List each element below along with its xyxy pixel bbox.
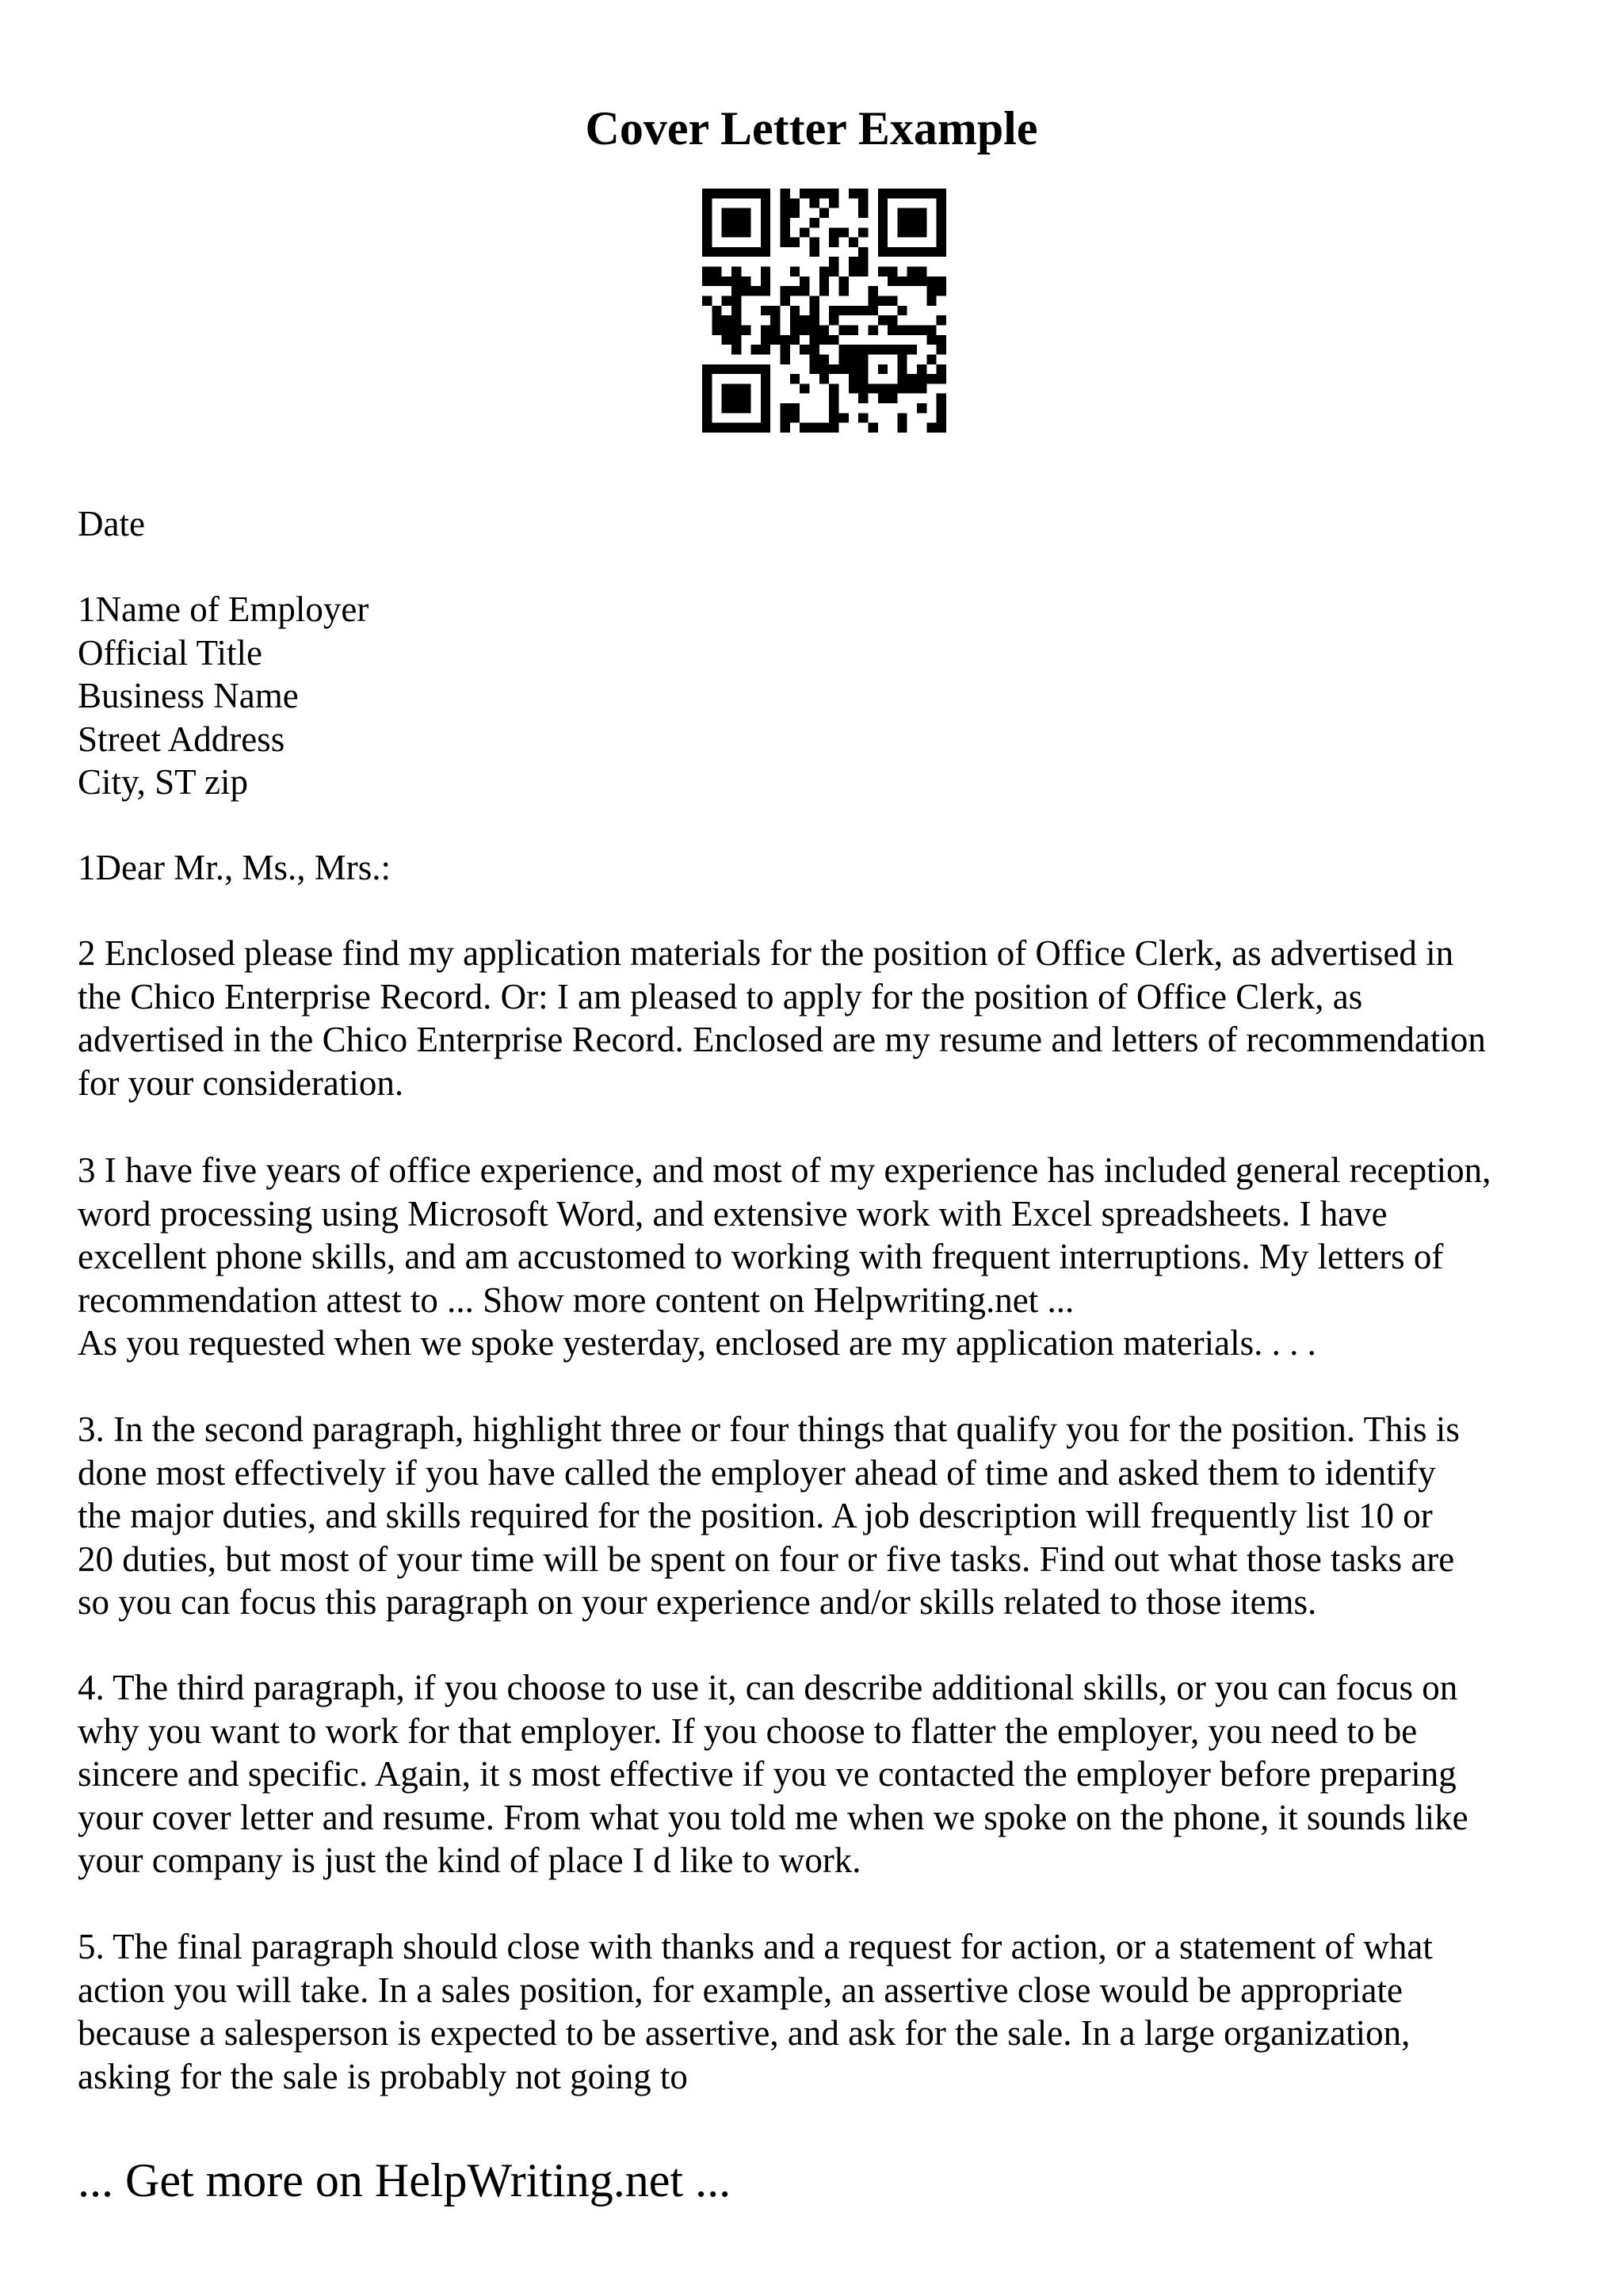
paragraph-2: 3 I have five years of office experience, and most of my experience has included general reception, word processing using Microsoft Word, and extensive work with Excel spreadsheets. I have excellent phone skills, and am accustomed to working with frequent interruptions. My letters of recommendation attest to ... Show more content on Helpwriting.net ... As you requested when we spoke yesterday, enclosed are my application materials. . . .	[78, 1150, 1491, 1363]
date-line: Date	[78, 504, 145, 543]
footer-link-text: ... Get more on HelpWriting.net ...	[78, 2154, 731, 2206]
paragraph-3: 3. In the second paragraph, highlight three or four things that qualify you for the position. This is done most effectively if you have called the employer ahead of time and asked them to identify the major duties, and skills required for the position. A job description will frequently list 10 or 20 duties, but most of your time will be spent on four or five tasks. Find out what those tasks are so you can focus this paragraph on your experience and/or skills related to those items.	[78, 1409, 1460, 1622]
document-title: Cover Letter Example	[585, 102, 1038, 154]
salutation: 1Dear Mr., Ms., Mrs.:	[78, 848, 391, 887]
qr-code-icon	[702, 189, 946, 433]
paragraph-1: 2 Enclosed please find my application materials for the position of Office Clerk, as advertised in the Chico Enterprise Record. Or: I am pleased to apply for the position of Office Clerk, as advertised in the Chico Enterprise Record. Enclosed are my resume and letters of recommendation for your consideration.	[78, 933, 1486, 1103]
paragraph-4: 4. The third paragraph, if you choose to use it, can describe additional skills, or you can focus on why you want to work for that employer. If you choose to flatter the employer, you need to be sincere and specific. Again, it s most effective if you ve contacted the employer before preparing your cover letter and resume. From what you told me when we spoke on the phone, it sounds like your company is just the kind of place I d like to work.	[78, 1668, 1468, 1880]
paragraph-5: 5. The final paragraph should close with thanks and a request for action, or a statement of what action you will take. In a sales position, for example, an assertive close would be appropriate because a salesperson is expected to be assertive, and ask for the sale. In a large organization, asking for the sale is probably not going to	[78, 1927, 1433, 2096]
employer-address: 1Name of Employer Official Title Business Name Street Address City, ST zip	[78, 589, 369, 802]
